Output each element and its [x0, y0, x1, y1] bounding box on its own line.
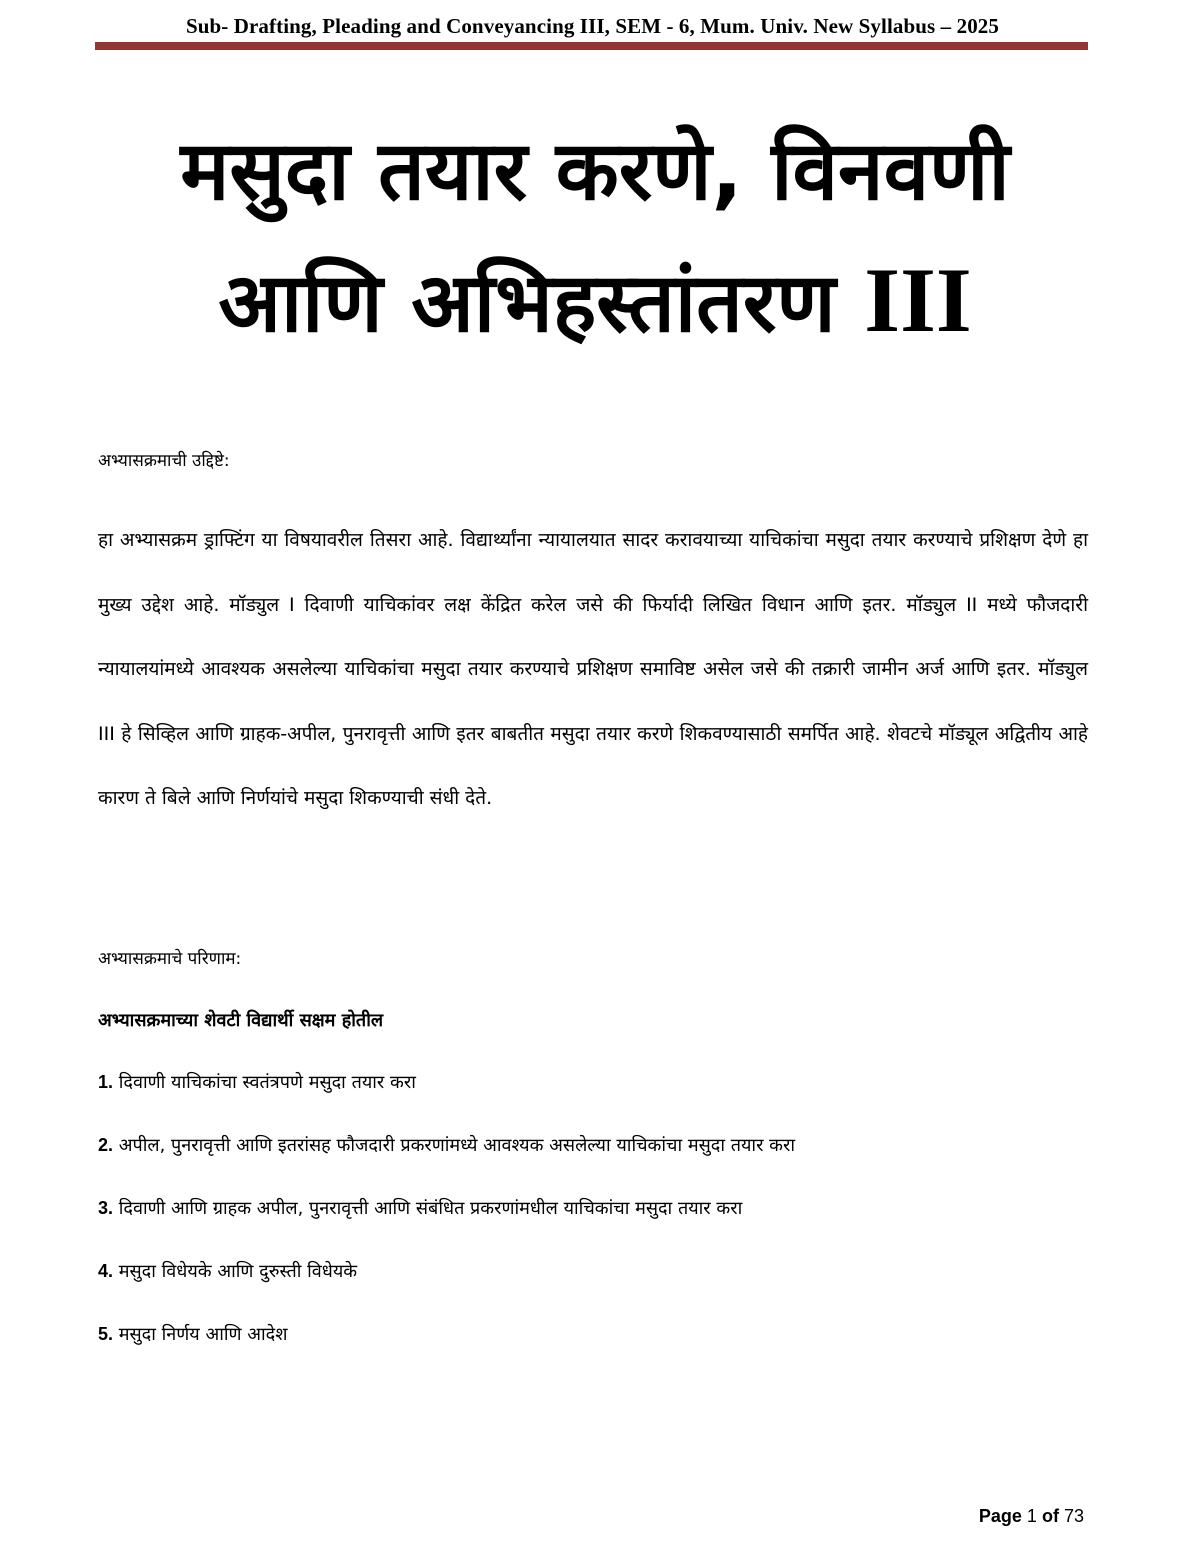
outcome-item — [98, 1259, 357, 1283]
outcome-item — [98, 1133, 795, 1157]
objectives-heading: अभ्यासक्रमाची उद्दिष्टे: — [98, 451, 230, 471]
page-label: Page — [978, 1506, 1022, 1526]
page-footer — [979, 1506, 1084, 1527]
outcome-item — [98, 1070, 416, 1094]
outcome-text: मसुदा विधेयके आणि दुरुस्ती विधेयके — [118, 1261, 358, 1282]
title-line-2-text: आणि अभिहस्तांतरण — [218, 256, 836, 351]
title-line-1: मसुदा तयार करणे, विनवणी — [180, 124, 1010, 219]
outcomes-heading: अभ्यासक्रमाचे परिणाम: — [98, 949, 242, 969]
running-header: Sub- Drafting, Pleading and Conveyancing III, SEM - 6, Mum. Univ. New Syllabus – 2025 — [185, 14, 1000, 38]
objectives-paragraph: हा अभ्यासक्रम ड्राफ्टिंग या विषयावरील तिसरा आहे. विद्यार्थ्यांना न्यायालयात सादर करावयाच्या याचिकांचा मसुदा तयार करण्याचे प्रशिक्षण देणे हा मुख्य उद्देश आहे. मॉड्युल I दिवाणी याचिकांवर लक्ष केंद्रित करेल जसे की फिर्यादी लिखित विधान आणि इतर. मॉड्युल II मध्ये फौजदारी न्यायालयांमध्ये आवश्यक असलेल्या याचिकांचा मसुदा तयार करण्याचे प्रशिक्षण समाविष्ट असेल जसे की तक्रारी जामीन अर्ज आणि इतर. मॉड्युल III हे सिव्हिल आणि ग्राहक-अपील, पुनरावृत्ती आणि इतर बाबतीत मसुदा तयार करणे शिकवण्यासाठी समर्पित आहे. शेवटचे मॉड्यूल अद्वितीय आहे कारण ते बिले आणि निर्णयांचे मसुदा शिकण्याची संधी देते. — [98, 529, 1088, 809]
outcome-text: दिवाणी याचिकांचा स्वतंत्रपणे मसुदा तयार करा — [118, 1072, 416, 1093]
page-number: 1 — [1026, 1506, 1037, 1526]
outcome-number: 1. — [98, 1072, 114, 1092]
outcome-number: 5. — [98, 1324, 114, 1344]
outcome-number: 3. — [98, 1198, 114, 1218]
outcome-number: 2. — [98, 1135, 114, 1155]
outcomes-subheading: अभ्यासक्रमाच्या शेवटी विद्यार्थी सक्षम होतील — [98, 1010, 384, 1031]
outcome-text: दिवाणी आणि ग्राहक अपील, पुनरावृत्ती आणि संबंधित प्रकरणांमधील याचिकांचा मसुदा तयार करा — [118, 1198, 743, 1219]
header-rule — [95, 42, 1088, 50]
title-line-2 — [60, 236, 1130, 368]
outcome-text: मसुदा निर्णय आणि आदेश — [118, 1324, 288, 1345]
outcome-number: 4. — [98, 1261, 114, 1281]
outcome-item — [98, 1196, 742, 1220]
outcome-item — [98, 1322, 287, 1346]
title-roman-numeral: III — [864, 249, 972, 351]
document-title — [60, 108, 1130, 368]
outcome-text: अपील, पुनरावृत्ती आणि इतरांसह फौजदारी प्रकरणांमध्ये आवश्यक असलेल्या याचिकांचा मसुदा तयार करा — [118, 1135, 795, 1156]
total-pages: 73 — [1063, 1506, 1084, 1526]
of-label: of — [1041, 1506, 1059, 1526]
